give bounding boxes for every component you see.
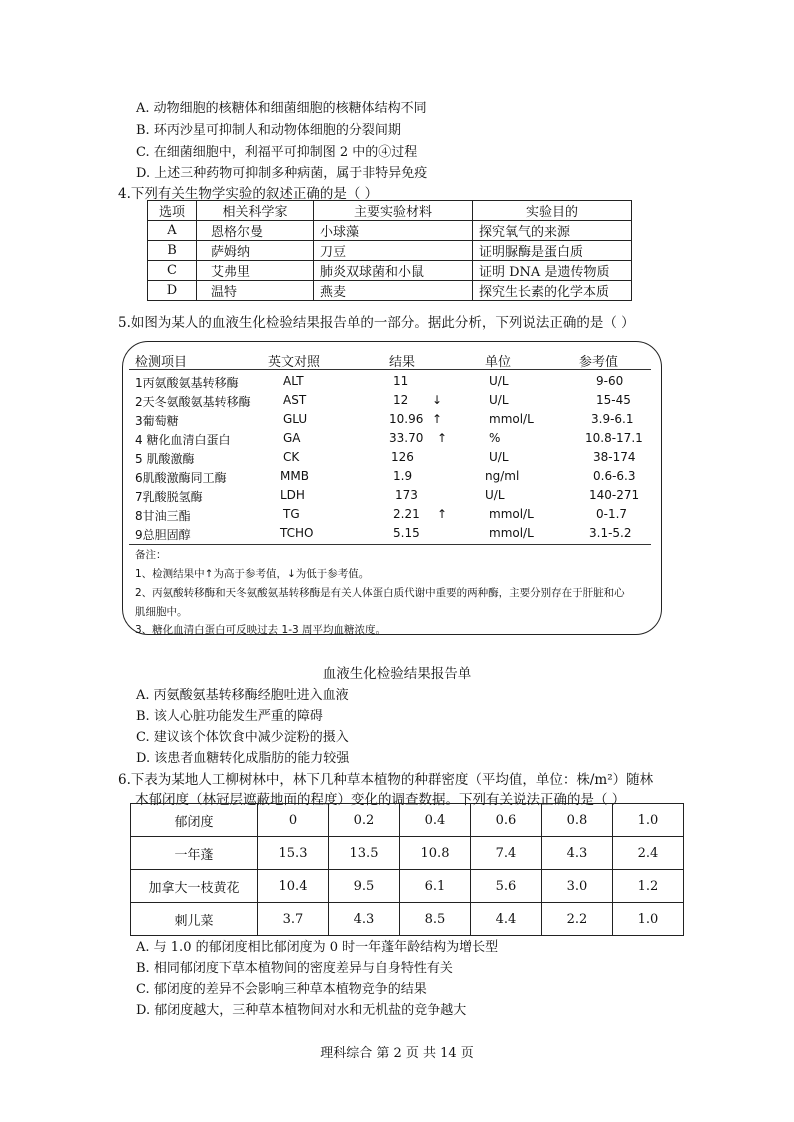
q4-table [147,200,632,301]
table-cell: 6.1 [400,870,471,903]
report-divider [129,369,651,370]
table-cell: 3.0 [542,870,613,903]
table-cell: 0.8 [542,804,613,837]
report-item: 9总胆固醇 [135,528,191,542]
report-unit: mmol/L [489,412,534,426]
report-result: 1.9 [393,469,413,483]
table-cell: 2.4 [613,837,684,870]
report-row [123,374,661,394]
q5-stem: 5.如图为某人的血液生化检验结果报告单的一部分。据此分析，下列说法正确的是（ ） [118,315,635,331]
report-header [123,351,661,371]
table-cell: 0.2 [329,804,400,837]
q6-stem-line1: 6.下表为某地人工柳树林中，林下几种草本植物的种群密度（平均值，单位：株/m²）随林 [118,772,654,788]
report-abbr: GLU [283,412,308,426]
report-item: 1丙氨酸氨基转移酶 [135,376,239,390]
table-cell: 0 [258,804,329,837]
report-row [123,507,661,527]
table-cell: 15.3 [258,837,329,870]
table-cell: D [148,281,197,301]
report-divider [129,544,651,545]
report-header-abbr: 英文对照 [268,355,321,370]
table-row [148,241,632,261]
report-unit: U/L [485,488,505,502]
report-row [123,393,661,413]
report-unit: U/L [489,450,509,464]
q4-table-header [148,201,632,221]
table-cell: 证明 DNA 是遗传物质 [473,261,632,281]
report-unit: U/L [489,393,509,407]
table-cell: 恩格尔曼 [197,221,314,241]
table-cell: 5.6 [471,870,542,903]
table-cell: 1.0 [613,804,684,837]
report-row [123,488,661,508]
q6-option-d: D. 郁闭度越大，三种草本植物间对水和无机盐的竞争越大 [136,1003,467,1018]
report-item: 4 糖化血清白蛋白 [135,433,231,447]
report-result: 10.96 [389,412,424,426]
table-cell: 刀豆 [314,241,473,261]
table-cell: 4.3 [542,837,613,870]
report-item: 2天冬氨酸氨基转移酶 [135,395,251,409]
report-result: 173 [395,488,418,502]
report-caption: 血液生化检验结果报告单 [322,666,472,682]
table-cell: 10.8 [400,837,471,870]
report-item: 5 肌酸激酶 [135,452,195,466]
q4-header-cell: 选项 [148,201,197,221]
table-cell: 13.5 [329,837,400,870]
q3-option-c: C. 在细菌细胞中，利福平可抑制图 2 中的④过程 [136,145,418,160]
report-row [123,469,661,489]
table-cell: 小球藻 [314,221,473,241]
table-cell: 刺儿菜 [131,903,258,936]
report-note: 2、丙氨酸转移酶和天冬氨酸氨基转移酶是有关人体蛋白质代谢中重要的两种酶，主要分别存在于肝脏和心 [135,587,625,599]
table-cell: 4.3 [329,903,400,936]
report-row [123,431,661,451]
q5-option-b: B. 该人心脏功能发生严重的障碍 [136,709,323,724]
table-cell: 8.5 [400,903,471,936]
table-cell: B [148,241,197,261]
table-cell: 加拿大一枝黄花 [131,870,258,903]
table-row [148,281,632,301]
q5-option-a: A. 丙氨酸氨基转移酶经胞吐进入血液 [136,688,349,703]
table-cell: 艾弗里 [197,261,314,281]
q5-option-c: C. 建议该个体饮食中减少淀粉的摄入 [136,730,349,745]
report-note-title: 备注： [135,549,167,561]
table-row [148,221,632,241]
blood-test-report [122,341,662,635]
q5-option-d: D. 该患者血糖转化成脂肪的能力较强 [136,751,350,766]
q6-option-c: C. 郁闭度的差异不会影响三种草本植物竞争的结果 [136,982,427,997]
report-unit: U/L [489,374,509,388]
report-header-result: 结果 [389,355,416,370]
table-cell: 10.4 [258,870,329,903]
report-result: 2.21 [393,507,420,521]
table-row [131,870,684,903]
report-item: 6肌酸激酶同工酶 [135,471,227,485]
report-header-item: 检测项目 [135,355,188,370]
q4-stem: 4.下列有关生物学实验的叙述正确的是（ ） [118,186,379,202]
report-header-ref: 参考值 [579,355,619,370]
table-cell: 0.4 [400,804,471,837]
table-cell: C [148,261,197,281]
report-note: 1、检测结果中↑为高于参考值，↓为低于参考值。 [135,568,370,580]
report-ref: 9-60 [596,374,624,388]
report-abbr: TG [283,507,300,521]
table-cell: 温特 [197,281,314,301]
report-ref: 15-45 [596,393,631,407]
q4-header-cell: 实验目的 [473,201,632,221]
report-item: 3葡萄糖 [135,414,179,428]
report-result: 11 [393,374,409,388]
report-ref: 0-1.7 [596,507,628,521]
report-abbr: MMB [280,469,309,483]
table-cell: 萨姆纳 [197,241,314,261]
report-flag: ↑ [437,431,448,445]
table-cell: 7.4 [471,837,542,870]
table-cell: 1.0 [613,903,684,936]
report-result: 33.70 [389,431,424,445]
q6-stem-line2: 木郁闭度（林冠层遮蔽地面的程度）变化的调查数据。下列有关说法正确的是（ ） [135,792,626,808]
table-row [131,837,684,870]
table-cell: 郁闭度 [131,804,258,837]
report-ref: 3.1-5.2 [589,526,632,540]
report-abbr: CK [283,450,300,464]
table-row [131,903,684,936]
table-row [131,804,684,837]
report-row [123,412,661,432]
report-flag: ↑ [437,507,448,521]
report-unit: mmol/L [489,507,534,521]
table-cell: 1.2 [613,870,684,903]
table-cell: 燕麦 [314,281,473,301]
table-cell: 2.2 [542,903,613,936]
report-abbr: GA [283,431,301,445]
report-abbr: ALT [283,374,304,388]
table-cell: A [148,221,197,241]
report-result: 12 [393,393,409,407]
report-flag: ↓ [432,393,443,407]
report-ref: 10.8-17.1 [585,431,643,445]
report-unit: ng/ml [485,469,520,483]
table-cell: 证明脲酶是蛋白质 [473,241,632,261]
report-item: 7乳酸脱氢酶 [135,490,203,504]
q6-option-b: B. 相同郁闭度下草本植物间的密度差异与自身特性有关 [136,961,453,976]
table-cell: 探究生长素的化学本质 [473,281,632,301]
report-note: 3、糖化血清白蛋白可反映过去 1-3 周平均血糖浓度。 [135,624,387,636]
table-cell: 肺炎双球菌和小鼠 [314,261,473,281]
report-item: 8甘油三酯 [135,509,191,523]
report-ref: 38-174 [593,450,636,464]
q4-header-cell: 主要实验材料 [314,201,473,221]
table-row [148,261,632,281]
report-flag: ↑ [432,412,443,426]
report-result: 5.15 [393,526,420,540]
report-abbr: AST [283,393,307,407]
report-note: 肌细胞中。 [135,606,188,618]
q6-table [130,803,684,936]
report-abbr: TCHO [280,526,314,540]
q4-header-cell: 相关科学家 [197,201,314,221]
report-row [123,450,661,470]
report-ref: 140-271 [589,488,640,502]
table-cell: 探究氧气的来源 [473,221,632,241]
report-row [123,526,661,546]
report-header-unit: 单位 [485,355,512,370]
report-result: 126 [391,450,414,464]
q6-option-a: A. 与 1.0 的郁闭度相比郁闭度为 0 时一年蓬年龄结构为增长型 [136,940,499,955]
table-cell: 4.4 [471,903,542,936]
report-ref: 0.6-6.3 [593,469,636,483]
page-footer: 理科综合 第 2 页 共 14 页 [320,1046,474,1061]
table-cell: 0.6 [471,804,542,837]
q3-option-d: D. 上述三种药物可抑制多种病菌，属于非特异免疫 [136,166,428,181]
q3-option-b: B. 环丙沙星可抑制人和动物体细胞的分裂间期 [136,123,401,138]
table-cell: 3.7 [258,903,329,936]
report-unit: % [489,431,501,445]
table-cell: 9.5 [329,870,400,903]
table-cell: 一年蓬 [131,837,258,870]
report-abbr: LDH [280,488,305,502]
q3-option-a: A. 动物细胞的核糖体和细菌细胞的核糖体结构不同 [136,101,427,116]
report-ref: 3.9-6.1 [591,412,634,426]
report-unit: mmol/L [489,526,534,540]
